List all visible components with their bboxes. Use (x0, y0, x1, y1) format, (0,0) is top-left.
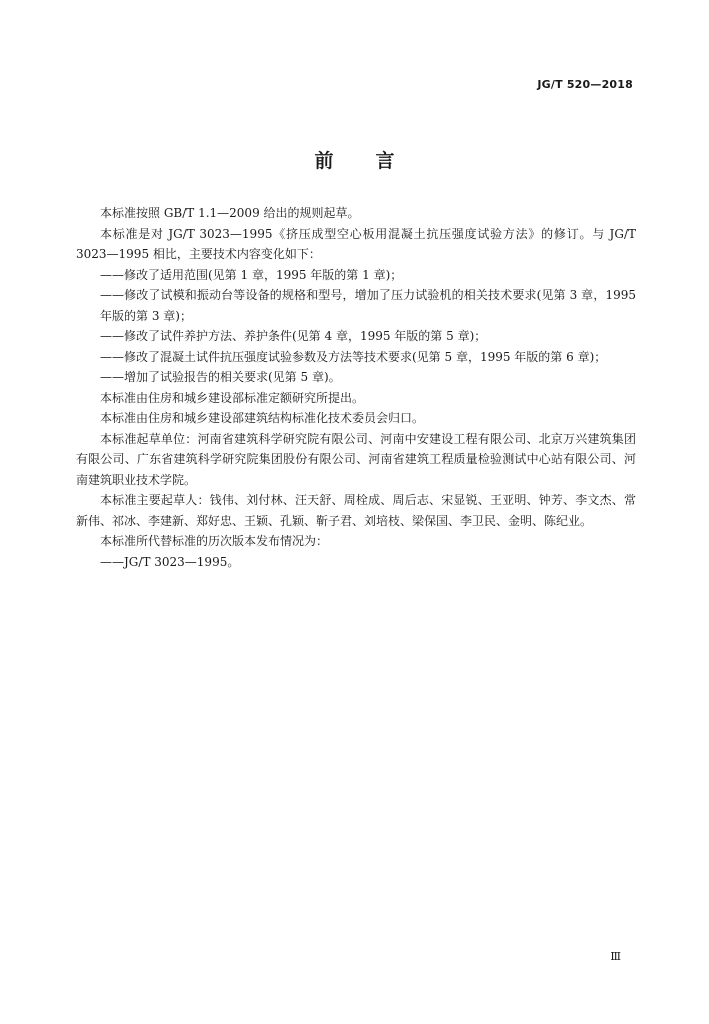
change-item: ——修改了混凝土试件抗压强度试验参数及方法等技术要求(见第 5 章，1995 年版的第 6 章)； (100, 349, 607, 364)
foreword-body (76, 203, 636, 572)
paragraph-history-intro: 本标准所代替标准的历次版本发布情况为： (100, 534, 329, 548)
page-title: 前言 (314, 150, 437, 172)
change-item-text: ——修改了试模和振动台等设备的规格和型号，增加了压力试验机的相关技术要求(见第 3 章，1995 年版的第 3 章)； (100, 288, 636, 323)
change-item: ——增加了试验报告的相关要求(见第 5 章)。 (100, 370, 341, 384)
paragraph-proposed-by: 本标准由住房和城乡建设部标准定额研究所提出。 (100, 390, 365, 405)
paragraph-managed-by: 本标准由住房和城乡建设部建筑结构标准化技术委员会归口。 (100, 411, 425, 425)
paragraph-drafters: 本标准主要起草人：钱伟、刘付林、汪天舒、周栓成、周后志、宋显锐、王亚明、钟芳、李文杰、常新伟、祁冰、李建新、郑好忠、王颖、孔颖、靳子君、刘培枝、梁保国、李卫民、金明、陈纪业。 (76, 493, 636, 528)
history-item: ——JG/T 3023—1995。 (100, 554, 240, 569)
paragraph-drafting-rule: 本标准按照 GB/T 1.1—2009 给出的规则起草。 (100, 206, 360, 220)
change-item (76, 285, 636, 326)
change-item: ——修改了试件养护方法、养护条件(见第 4 章，1995 年版的第 5 章)； (100, 329, 487, 343)
paragraph-revision-note: 本标准是对 JG/T 3023—1995《挤压成型空心板用混凝土抗压强度试验方法》的修订。与 JG/T 3023—1995 相比，主要技术内容变化如下： (76, 226, 636, 261)
paragraph-drafting-units: 本标准起草单位：河南省建筑科学研究院有限公司、河南中安建设工程有限公司、北京万兴建筑集团有限公司、广东省建筑科学研究院集团股份有限公司、河南省建筑工程质量检验测试中心站有限公司、河南建筑职业技术学院。 (76, 431, 636, 487)
page-number: Ⅲ (610, 950, 621, 963)
standard-code: JG/T 520—2018 (537, 78, 633, 91)
change-item: ——修改了适用范围(见第 1 章，1995 年版的第 1 章)； (100, 267, 403, 282)
